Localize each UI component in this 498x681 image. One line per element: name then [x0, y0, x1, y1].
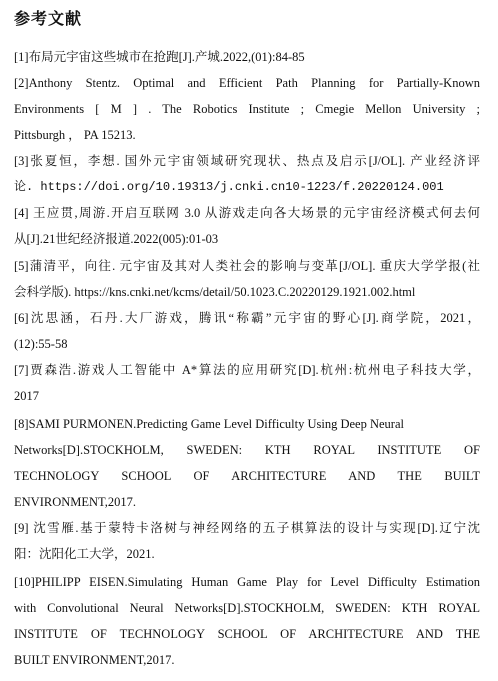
reference-1 [14, 44, 480, 70]
reference-line: [5]蒲清平，向往. 元宇宙及其对人类社会的影响与变革[J/OL]. 重庆大学学报(社 [14, 259, 480, 273]
reference-line: 2017 [14, 389, 39, 403]
reference-line: Pittsburgh ， PA 15213. [14, 128, 136, 142]
reference-line: 从[J].21世纪经济报道.2022(005):01-03 [14, 232, 219, 246]
reference-6 [14, 305, 480, 357]
reference-10 [14, 569, 480, 673]
reference-line: [10]PHILIPP EISEN.Simulating Human Game Play for Level Difficulty Estimation [14, 575, 480, 589]
reference-line: [7]贾森浩.游戏人工智能中 A*算法的应用研究[D].杭州:杭州电子科技大学， [14, 363, 480, 377]
reference-line: [3]张夏恒，李想. 国外元宇宙领域研究现状、热点及启示[J/OL]. 产业经济评 [14, 154, 480, 168]
reference-line: 会科学版). https://kns.cnki.net/kcms/detail/50.1023.C.20220129.1921.002.html [14, 285, 416, 299]
reference-line: (12):55-58 [14, 337, 68, 351]
reference-3 [14, 148, 480, 200]
reference-line: INSTITUTE OF TECHNOLOGY SCHOOL OF ARCHITECTURE AND THE [14, 627, 480, 641]
reference-7 [14, 357, 480, 409]
reference-2 [14, 70, 480, 148]
reference-line: 论. https://doi.org/10.19313/j.cnki.cn10-1223/f.20220124.001 [14, 180, 444, 194]
reference-line: Networks[D].STOCKHOLM, SWEDEN: KTH ROYAL INSTITUTE OF [14, 443, 480, 457]
references-heading: 参考文献 [14, 9, 83, 28]
reference-line: [8]SAMI PURMONEN.Predicting Game Level Difficulty Using Deep Neural [14, 417, 404, 431]
reference-line: [6]沈思涵，石丹.大厂游戏，腾讯“称霸”元宇宙的野心[J].商学院，2021， [14, 311, 480, 325]
reference-4 [14, 200, 480, 252]
reference-5 [14, 253, 480, 305]
reference-line: BUILT ENVIRONMENT,2017. [14, 653, 175, 667]
reference-line: [4] 王应贯,周游.开启互联网 3.0 从游戏走向各大场景的元宇宙经济模式何去何 [14, 206, 480, 220]
reference-9 [14, 515, 480, 567]
reference-line: 阳：沈阳化工大学，2021. [14, 547, 155, 561]
reference-8 [14, 411, 480, 515]
reference-line: [9] 沈雪雁.基于蒙特卡洛树与神经网络的五子棋算法的设计与实现[D].辽宁沈 [14, 521, 480, 535]
reference-line: ENVIRONMENT,2017. [14, 495, 136, 509]
reference-line: [1]布局元宇宙这些城市在抢跑[J].产城.2022,(01):84-85 [14, 50, 305, 64]
reference-line: with Convolutional Neural Networks[D].STOCKHOLM, SWEDEN: KTH ROYAL [14, 601, 480, 615]
reference-line: Environments [ M ] . The Robotics Institute ; Cmegie Mellon University ; [14, 102, 480, 116]
reference-line: [2]Anthony Stentz. Optimal and Efficient Path Planning for Partially-Known [14, 76, 480, 90]
reference-line: TECHNOLOGY SCHOOL OF ARCHITECTURE AND THE BUILT [14, 469, 480, 483]
